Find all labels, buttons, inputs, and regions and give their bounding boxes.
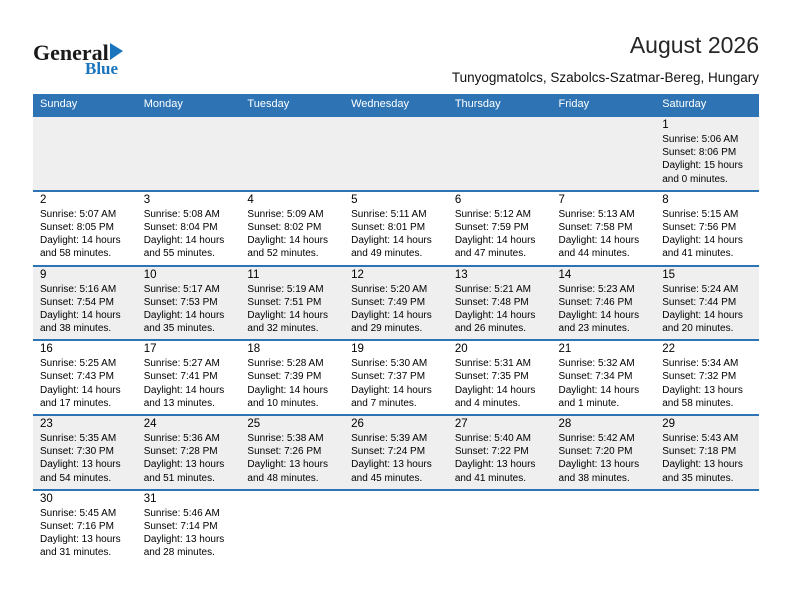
sunset-text: Sunset: 7:28 PM <box>143 446 218 458</box>
day-cell <box>344 340 448 415</box>
day-cell <box>655 415 759 490</box>
day-cell <box>137 191 241 266</box>
day-number: 6 <box>454 193 462 206</box>
day-number: 14 <box>558 268 572 281</box>
daylight-text: Daylight: 13 hours and 45 minutes. <box>351 459 432 484</box>
sunrise-text: Sunrise: 5:21 AM <box>454 283 531 295</box>
daylight-text: Daylight: 14 hours and 23 minutes. <box>558 309 640 335</box>
day-number: 13 <box>454 268 468 281</box>
daylight-text: Daylight: 15 hours and 0 minutes. <box>662 160 743 185</box>
sunrise-text: Sunrise: 5:09 AM <box>247 208 324 220</box>
sunset-text: Sunset: 7:58 PM <box>558 221 633 233</box>
empty-day-cell <box>448 116 552 191</box>
day-number: 20 <box>454 343 468 356</box>
day-number: 3 <box>143 193 151 206</box>
sunset-text: Sunset: 7:30 PM <box>40 446 114 458</box>
week-row <box>33 415 759 490</box>
sunrise-text: Sunrise: 5:40 AM <box>454 433 531 444</box>
day-number: 4 <box>247 193 254 206</box>
sunset-text: Sunset: 7:14 PM <box>143 520 218 532</box>
sunrise-text: Sunrise: 5:16 AM <box>40 283 117 295</box>
daylight-text: Daylight: 13 hours and 38 minutes. <box>558 459 640 484</box>
daylight-text: Daylight: 13 hours and 58 minutes. <box>662 384 743 409</box>
sunset-text: Sunset: 7:56 PM <box>662 221 737 233</box>
daylight-text: Daylight: 14 hours and 4 minutes. <box>454 384 536 409</box>
day-number: 1 <box>662 119 669 131</box>
day-number: 24 <box>143 418 157 430</box>
sunset-text: Sunset: 7:34 PM <box>558 371 633 383</box>
day-number: 27 <box>454 418 468 430</box>
daylight-text: Daylight: 14 hours and 10 minutes. <box>247 384 329 409</box>
day-cell <box>240 340 344 415</box>
sunset-text: Sunset: 7:32 PM <box>662 371 737 383</box>
sunrise-text: Sunrise: 5:34 AM <box>662 358 739 370</box>
day-cell <box>552 191 656 266</box>
page-subtitle: Tunyogmatolcs, Szabolcs-Szatmar-Bereg, Hungary <box>451 70 759 85</box>
empty-day-cell <box>448 490 552 564</box>
daylight-text: Daylight: 14 hours and 44 minutes. <box>558 235 640 260</box>
sunset-text: Sunset: 8:04 PM <box>143 221 218 233</box>
day-number: 7 <box>558 193 565 206</box>
daylight-text: Daylight: 14 hours and 35 minutes. <box>143 309 225 335</box>
empty-day-cell <box>552 116 656 191</box>
day-cell <box>33 266 137 341</box>
day-number: 18 <box>247 343 261 356</box>
sunset-text: Sunset: 7:49 PM <box>351 296 426 308</box>
day-cell <box>137 266 241 341</box>
empty-day-cell <box>344 490 448 564</box>
sunset-text: Sunset: 7:26 PM <box>247 446 322 458</box>
title-block <box>452 28 759 85</box>
daylight-text: Daylight: 14 hours and 1 minute. <box>558 384 640 409</box>
day-header-thursday: Thursday <box>448 94 552 116</box>
sunrise-text: Sunrise: 5:11 AM <box>351 208 427 220</box>
sunset-text: Sunset: 7:46 PM <box>558 296 633 308</box>
day-number: 29 <box>662 418 676 430</box>
empty-day-cell <box>655 490 759 564</box>
day-number: 31 <box>143 492 157 505</box>
day-number: 5 <box>351 193 358 206</box>
daylight-text: Daylight: 14 hours and 7 minutes. <box>351 384 432 409</box>
day-cell <box>344 191 448 266</box>
sunrise-text: Sunrise: 5:08 AM <box>143 208 220 220</box>
day-number: 15 <box>662 268 676 281</box>
calendar-table <box>33 94 759 564</box>
empty-day-cell <box>344 116 448 191</box>
day-cell <box>137 340 241 415</box>
sunset-text: Sunset: 7:22 PM <box>454 446 529 458</box>
sunrise-text: Sunrise: 5:31 AM <box>454 358 531 370</box>
day-number: 19 <box>351 343 364 356</box>
day-cell <box>33 415 137 490</box>
day-cell <box>552 415 656 490</box>
day-header-sunday: Sunday <box>33 94 137 116</box>
day-cell <box>240 415 344 490</box>
daylight-text: Daylight: 14 hours and 13 minutes. <box>143 384 225 409</box>
daylight-text: Daylight: 14 hours and 32 minutes. <box>247 309 329 335</box>
sunrise-text: Sunrise: 5:30 AM <box>351 358 428 370</box>
week-row <box>33 340 759 415</box>
sunrise-text: Sunrise: 5:45 AM <box>40 507 117 519</box>
day-header-monday: Monday <box>137 94 241 116</box>
day-cell <box>137 490 241 564</box>
daylight-text: Daylight: 14 hours and 49 minutes. <box>351 235 432 260</box>
daylight-text: Daylight: 14 hours and 20 minutes. <box>662 309 743 335</box>
sunset-text: Sunset: 7:18 PM <box>662 446 737 458</box>
sunset-text: Sunset: 7:39 PM <box>247 371 322 383</box>
sunset-text: Sunset: 7:20 PM <box>558 446 633 458</box>
daylight-text: Daylight: 13 hours and 35 minutes. <box>662 459 743 484</box>
general-blue-logo <box>33 42 123 77</box>
sunrise-text: Sunrise: 5:24 AM <box>662 283 739 295</box>
day-cell <box>655 116 759 191</box>
daylight-text: Daylight: 14 hours and 52 minutes. <box>247 235 329 260</box>
sunrise-text: Sunrise: 5:20 AM <box>351 283 428 295</box>
daylight-text: Daylight: 13 hours and 51 minutes. <box>143 459 225 484</box>
empty-day-cell <box>552 490 656 564</box>
daylight-text: Daylight: 14 hours and 58 minutes. <box>40 235 121 260</box>
sunset-text: Sunset: 7:54 PM <box>40 296 114 308</box>
sunrise-text: Sunrise: 5:12 AM <box>454 208 531 220</box>
calendar-body <box>33 116 759 564</box>
day-number: 21 <box>558 343 572 356</box>
empty-day-cell <box>33 116 137 191</box>
daylight-text: Daylight: 14 hours and 55 minutes. <box>143 235 225 260</box>
day-number: 30 <box>40 492 53 505</box>
sunrise-text: Sunrise: 5:25 AM <box>40 358 117 370</box>
sunrise-text: Sunrise: 5:23 AM <box>558 283 635 295</box>
day-cell <box>448 340 552 415</box>
sunrise-text: Sunrise: 5:32 AM <box>558 358 635 370</box>
sunrise-text: Sunrise: 5:39 AM <box>351 433 428 444</box>
empty-day-cell <box>137 116 241 191</box>
day-cell <box>655 191 759 266</box>
sunset-text: Sunset: 7:59 PM <box>454 221 529 233</box>
day-number: 10 <box>143 268 157 281</box>
day-cell <box>240 191 344 266</box>
day-number: 28 <box>558 418 572 430</box>
day-header-friday: Friday <box>552 94 656 116</box>
day-number: 8 <box>662 193 669 206</box>
daylight-text: Daylight: 14 hours and 47 minutes. <box>454 235 536 260</box>
day-cell <box>33 191 137 266</box>
day-number: 12 <box>351 268 364 281</box>
sunset-text: Sunset: 8:02 PM <box>247 221 322 233</box>
logo-text-general: General <box>33 40 109 65</box>
sunset-text: Sunset: 7:24 PM <box>351 446 426 458</box>
sunrise-text: Sunrise: 5:19 AM <box>247 283 324 295</box>
empty-day-cell <box>240 116 344 191</box>
sunset-text: Sunset: 8:06 PM <box>662 147 737 159</box>
empty-day-cell <box>240 490 344 564</box>
week-row <box>33 116 759 191</box>
week-row <box>33 490 759 564</box>
day-cell <box>655 266 759 341</box>
day-cell <box>655 340 759 415</box>
sunrise-text: Sunrise: 5:38 AM <box>247 433 324 444</box>
sunrise-text: Sunrise: 5:36 AM <box>143 433 220 444</box>
calendar-head <box>33 94 759 116</box>
sunrise-text: Sunrise: 5:43 AM <box>662 433 739 444</box>
day-cell <box>344 415 448 490</box>
day-cell <box>240 266 344 341</box>
page-header <box>33 28 759 85</box>
day-number: 11 <box>247 268 260 281</box>
day-header-row <box>33 94 759 116</box>
page-title: August 2026 <box>629 32 759 58</box>
daylight-text: Daylight: 14 hours and 29 minutes. <box>351 309 432 335</box>
sunrise-text: Sunrise: 5:28 AM <box>247 358 324 370</box>
week-row <box>33 266 759 341</box>
sunset-text: Sunset: 7:37 PM <box>351 371 426 383</box>
sunrise-text: Sunrise: 5:13 AM <box>558 208 635 220</box>
day-header-saturday: Saturday <box>655 94 759 116</box>
daylight-text: Daylight: 13 hours and 48 minutes. <box>247 459 329 484</box>
sunset-text: Sunset: 8:01 PM <box>351 221 426 233</box>
sunrise-text: Sunrise: 5:07 AM <box>40 208 117 220</box>
sunrise-text: Sunrise: 5:46 AM <box>143 507 220 519</box>
day-cell <box>33 490 137 564</box>
day-number: 17 <box>143 343 157 356</box>
day-number: 25 <box>247 418 261 430</box>
daylight-text: Daylight: 14 hours and 26 minutes. <box>454 309 536 335</box>
day-number: 23 <box>40 418 53 430</box>
sunrise-text: Sunrise: 5:06 AM <box>662 134 739 145</box>
day-cell <box>344 266 448 341</box>
sunset-text: Sunset: 7:16 PM <box>40 520 114 532</box>
sunset-text: Sunset: 7:53 PM <box>143 296 218 308</box>
day-number: 26 <box>351 418 364 430</box>
daylight-text: Daylight: 13 hours and 28 minutes. <box>143 534 225 559</box>
day-cell <box>448 266 552 341</box>
day-cell <box>552 266 656 341</box>
week-row <box>33 191 759 266</box>
day-cell <box>137 415 241 490</box>
sunrise-text: Sunrise: 5:15 AM <box>662 208 739 220</box>
day-number: 22 <box>662 343 676 356</box>
sunrise-text: Sunrise: 5:35 AM <box>40 433 117 444</box>
logo-text-blue: Blue <box>85 59 119 78</box>
daylight-text: Daylight: 13 hours and 41 minutes. <box>454 459 536 484</box>
daylight-text: Daylight: 14 hours and 38 minutes. <box>40 309 121 335</box>
day-header-tuesday: Tuesday <box>240 94 344 116</box>
daylight-text: Daylight: 13 hours and 54 minutes. <box>40 459 121 484</box>
day-number: 16 <box>40 343 53 356</box>
daylight-text: Daylight: 14 hours and 17 minutes. <box>40 384 121 409</box>
day-number: 2 <box>40 193 47 206</box>
sunrise-text: Sunrise: 5:17 AM <box>143 283 220 295</box>
sunset-text: Sunset: 7:51 PM <box>247 296 322 308</box>
sunset-text: Sunset: 7:48 PM <box>454 296 529 308</box>
day-cell <box>552 340 656 415</box>
sunrise-text: Sunrise: 5:42 AM <box>558 433 635 444</box>
sunset-text: Sunset: 7:44 PM <box>662 296 737 308</box>
day-cell <box>448 415 552 490</box>
daylight-text: Daylight: 14 hours and 41 minutes. <box>662 235 743 260</box>
sunset-text: Sunset: 7:43 PM <box>40 371 114 383</box>
day-cell <box>448 191 552 266</box>
day-header-wednesday: Wednesday <box>344 94 448 116</box>
day-number: 9 <box>40 268 47 281</box>
daylight-text: Daylight: 13 hours and 31 minutes. <box>40 534 121 559</box>
sunset-text: Sunset: 7:41 PM <box>143 371 218 383</box>
sunrise-text: Sunrise: 5:27 AM <box>143 358 220 370</box>
day-cell <box>33 340 137 415</box>
sunset-text: Sunset: 8:05 PM <box>40 221 114 233</box>
sunset-text: Sunset: 7:35 PM <box>454 371 529 383</box>
